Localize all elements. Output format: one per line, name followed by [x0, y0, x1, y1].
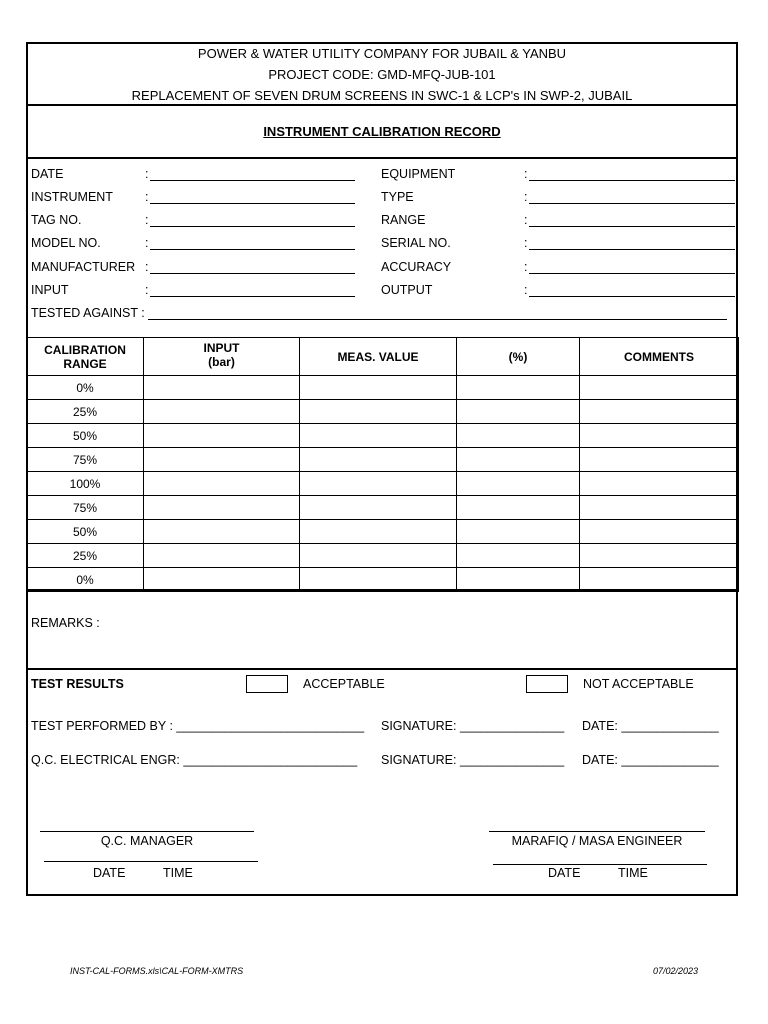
range-field[interactable]: [529, 226, 735, 227]
table-row: [27, 448, 739, 472]
not-acceptable-label: NOT ACCEPTABLE: [583, 677, 694, 691]
test-performed-by-field[interactable]: TEST PERFORMED BY : ___________________________: [31, 719, 365, 733]
percent-cell[interactable]: [457, 472, 580, 496]
input-field[interactable]: [150, 296, 355, 297]
divider: [26, 668, 738, 670]
meas-cell[interactable]: [300, 424, 457, 448]
colon: :: [524, 236, 528, 250]
range-cell: 75%: [27, 448, 144, 472]
colon: :: [145, 190, 149, 204]
accuracy-label: ACCURACY: [381, 260, 452, 274]
marafiq-engineer-label: MARAFIQ / MASA ENGINEER: [511, 834, 683, 848]
meas-cell[interactable]: [300, 400, 457, 424]
output-field[interactable]: [529, 296, 735, 297]
range-cell: 75%: [27, 496, 144, 520]
meas-cell[interactable]: [300, 496, 457, 520]
comments-cell[interactable]: [580, 376, 739, 400]
comments-cell[interactable]: [580, 520, 739, 544]
input-cell[interactable]: [144, 520, 300, 544]
date-field[interactable]: [150, 180, 355, 181]
meas-cell[interactable]: [300, 544, 457, 568]
table-row: [27, 520, 739, 544]
table-row: [27, 400, 739, 424]
percent-cell[interactable]: [457, 520, 580, 544]
tag-no-field[interactable]: [150, 226, 355, 227]
input-cell[interactable]: [144, 448, 300, 472]
equipment-field[interactable]: [529, 180, 735, 181]
qc-manager-label: Q.C. MANAGER: [100, 834, 194, 848]
comments-cell[interactable]: [580, 472, 739, 496]
tag-no-label: TAG NO.: [31, 213, 82, 227]
type-label: TYPE: [381, 190, 414, 204]
meas-cell[interactable]: [300, 448, 457, 472]
comments-cell[interactable]: [580, 496, 739, 520]
range-cell: 25%: [27, 400, 144, 424]
serial-no-label: SERIAL NO.: [381, 236, 451, 250]
percent-cell[interactable]: [457, 496, 580, 520]
calibration-table: [26, 337, 739, 592]
marafiq-signature-line[interactable]: [489, 831, 705, 832]
colon: :: [524, 283, 528, 297]
input-cell[interactable]: [144, 424, 300, 448]
tested-against-field[interactable]: [148, 319, 727, 320]
print-date: 07/02/2023: [653, 966, 699, 976]
percent-cell[interactable]: [457, 376, 580, 400]
percent-cell[interactable]: [457, 544, 580, 568]
comments-cell[interactable]: [580, 448, 739, 472]
qc-manager-signature-line[interactable]: [40, 831, 254, 832]
model-no-field[interactable]: [150, 249, 355, 250]
manufacturer-label: MANUFACTURER: [31, 260, 136, 274]
range-cell: 100%: [27, 472, 144, 496]
acceptable-checkbox[interactable]: [246, 675, 288, 693]
time-label: TIME: [618, 866, 648, 880]
signature-field[interactable]: SIGNATURE: _______________: [381, 753, 565, 767]
table-row: [27, 376, 739, 400]
tested-against-label: TESTED AGAINST :: [31, 306, 145, 320]
divider: [26, 157, 738, 159]
colon: :: [524, 167, 528, 181]
input-cell[interactable]: [144, 496, 300, 520]
equipment-label: EQUIPMENT: [381, 167, 456, 181]
table-row: [27, 424, 739, 448]
percent-cell[interactable]: [457, 400, 580, 424]
file-path: INST-CAL-FORMS.xls\CAL-FORM-XMTRS: [70, 966, 244, 976]
instrument-field[interactable]: [150, 203, 355, 204]
meas-cell[interactable]: [300, 568, 457, 592]
serial-no-field[interactable]: [529, 249, 735, 250]
range-cell: 25%: [27, 544, 144, 568]
input-cell[interactable]: [144, 376, 300, 400]
date-label: DATE: [31, 167, 64, 181]
project-code: PROJECT CODE: GMD-MFQ-JUB-101: [268, 67, 496, 82]
comments-cell[interactable]: [580, 568, 739, 592]
colon: :: [145, 167, 149, 181]
table-row: [27, 568, 739, 592]
comments-cell[interactable]: [580, 424, 739, 448]
input-label: INPUT: [31, 283, 69, 297]
form-title: INSTRUMENT CALIBRATION RECORD: [263, 124, 501, 139]
marafiq-datetime-line[interactable]: [493, 864, 707, 865]
colon: :: [145, 213, 149, 227]
accuracy-field[interactable]: [529, 273, 735, 274]
divider: [26, 104, 738, 106]
input-header: INPUT (bar): [144, 338, 300, 376]
percent-header: (%): [457, 338, 580, 376]
meas-value-header: MEAS. VALUE: [300, 338, 457, 376]
range-cell: 50%: [27, 520, 144, 544]
date-label: DATE: [548, 866, 581, 880]
remarks-label: REMARKS :: [31, 616, 100, 630]
comments-header: COMMENTS: [580, 338, 739, 376]
table-row: [27, 472, 739, 496]
date-field[interactable]: DATE: ______________: [582, 719, 719, 733]
qc-manager-datetime-line[interactable]: [44, 861, 258, 862]
range-cell: 0%: [27, 376, 144, 400]
table-header-row: [27, 338, 739, 376]
acceptable-label: ACCEPTABLE: [303, 677, 385, 691]
model-no-label: MODEL NO.: [31, 236, 101, 250]
date-field[interactable]: DATE: ______________: [582, 753, 719, 767]
colon: :: [145, 236, 149, 250]
qc-electrical-engr-field[interactable]: Q.C. ELECTRICAL ENGR: _________________________: [31, 753, 358, 767]
comments-cell[interactable]: [580, 400, 739, 424]
calibration-range-header: CALIBRATION RANGE: [27, 338, 144, 376]
input-cell[interactable]: [144, 544, 300, 568]
range-cell: 0%: [27, 568, 144, 592]
signature-field[interactable]: SIGNATURE: _______________: [381, 719, 565, 733]
meas-cell[interactable]: [300, 520, 457, 544]
colon: :: [145, 260, 149, 274]
colon: :: [145, 283, 149, 297]
range-cell: 50%: [27, 424, 144, 448]
colon: :: [524, 190, 528, 204]
input-cell[interactable]: [144, 400, 300, 424]
table-row: [27, 544, 739, 568]
project-title: REPLACEMENT OF SEVEN DRUM SCREENS IN SWC-1 & LCP's IN SWP-2, JUBAIL: [131, 88, 633, 103]
company-name: POWER & WATER UTILITY COMPANY FOR JUBAIL & YANBU: [197, 46, 567, 61]
meas-cell[interactable]: [300, 472, 457, 496]
input-cell[interactable]: [144, 568, 300, 592]
colon: :: [524, 213, 528, 227]
table-row: [27, 496, 739, 520]
manufacturer-field[interactable]: [150, 273, 355, 274]
percent-cell[interactable]: [457, 424, 580, 448]
colon: :: [524, 260, 528, 274]
range-label: RANGE: [381, 213, 426, 227]
time-label: TIME: [163, 866, 193, 880]
input-cell[interactable]: [144, 472, 300, 496]
not-acceptable-checkbox[interactable]: [526, 675, 568, 693]
comments-cell[interactable]: [580, 544, 739, 568]
divider: [26, 589, 738, 591]
type-field[interactable]: [529, 203, 735, 204]
instrument-label: INSTRUMENT: [31, 190, 113, 204]
date-label: DATE: [93, 866, 126, 880]
test-results-label: TEST RESULTS: [31, 677, 124, 691]
percent-cell[interactable]: [457, 448, 580, 472]
output-label: OUTPUT: [381, 283, 433, 297]
meas-cell[interactable]: [300, 376, 457, 400]
percent-cell[interactable]: [457, 568, 580, 592]
